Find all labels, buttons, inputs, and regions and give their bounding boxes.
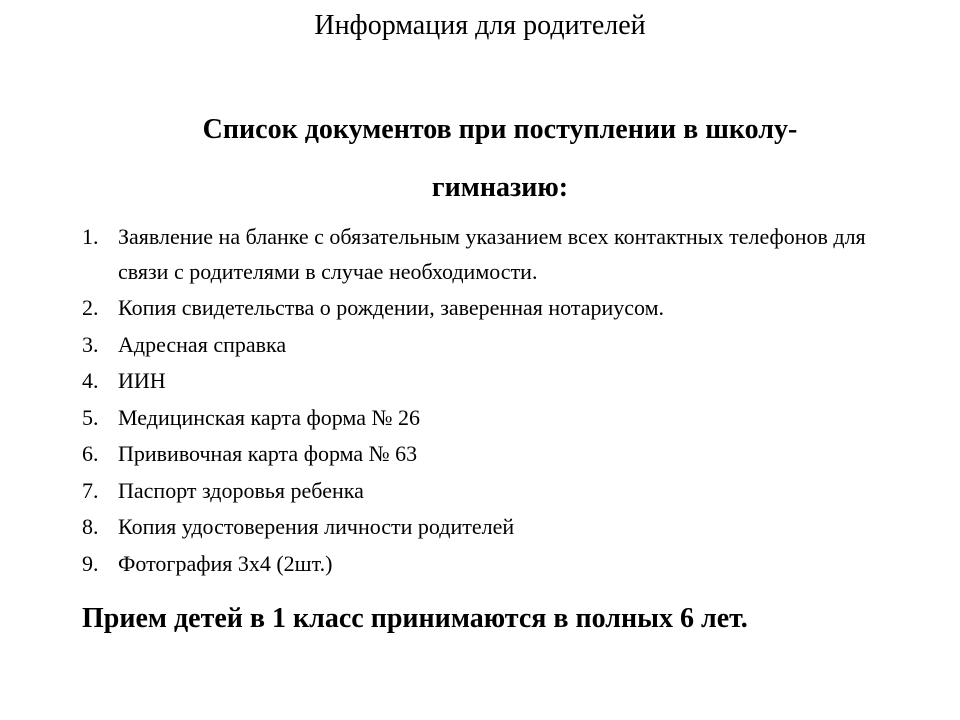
list-item-number: 3. [82,331,99,357]
list-item-text: Заявление на бланке с обязательным указанием всех контактных телефонов для связи с родителями в случае необходимости. [118,224,866,284]
list-item [82,291,882,326]
list-item [82,547,882,582]
list-item-text: Медицинская карта форма № 26 [118,404,420,430]
admission-age-note: Прием детей в 1 класс принимаются в полных 6 лет. [82,603,748,634]
list-item-number: 9. [82,550,99,576]
list-item-number: 5. [82,404,99,430]
page-title: Информация для родителей [314,10,646,41]
list-item [82,401,882,436]
list-item [82,364,882,399]
list-item [82,328,882,363]
list-item [82,474,882,509]
list-item [82,220,882,289]
list-item-text: Фотография 3х4 (2шт.) [118,550,333,576]
list-item-text: Копия удостоверения личности родителей [118,514,515,539]
list-item-text: Паспорт здоровья ребенка [118,477,364,503]
documents-list [82,220,882,583]
list-item-text: ИИН [118,368,166,393]
list-item-number: 2. [82,295,99,320]
list-item-text: Копия свидетельства о рождении, заверенная нотариусом. [118,295,665,320]
list-item-number: 4. [82,368,99,393]
list-item [82,437,882,472]
list-item-number: 7. [82,477,99,503]
list-item-number: 6. [82,441,99,466]
list-item-text: Прививочная карта форма № 63 [118,441,418,466]
list-item-number: 8. [82,514,99,539]
list-item [82,510,882,545]
list-item-number: 1. [82,224,99,249]
documents-list-heading: Список документов при поступлении в школу-гимназию: [202,114,798,203]
list-item-text: Адресная справка [118,331,287,357]
